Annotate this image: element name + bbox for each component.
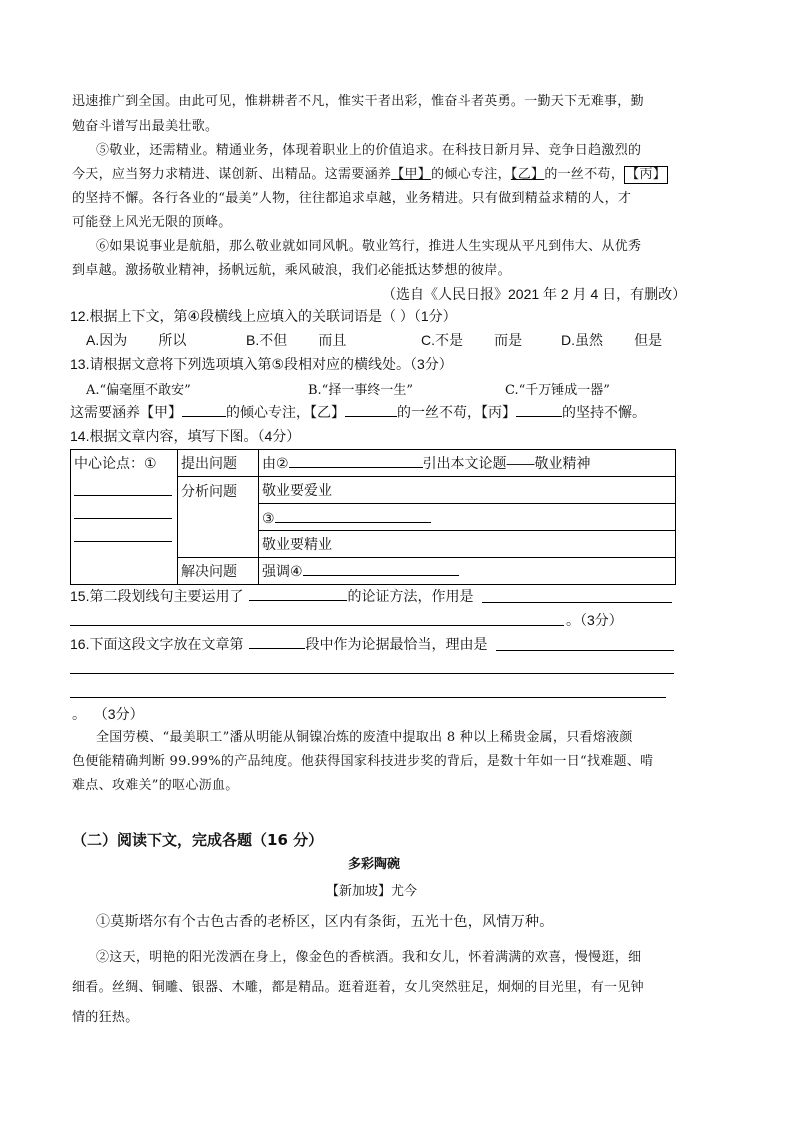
question-15-line — [70, 585, 473, 607]
evidence-line: 难点、攻难关”的呕心沥血。 — [72, 778, 239, 793]
question-13-stem: 13.请根据文意将下列选项填入第⑤段相对应的横线处。（3分） — [70, 356, 453, 372]
paragraph-5-line: ⑤敬业，还需精业。精通业务，体现着职业上的价值追求。在科技日新月异、竞争日趋激烈的 — [96, 143, 642, 158]
analyze-cell-2 — [259, 504, 676, 531]
answer-line[interactable] — [74, 473, 172, 496]
analyze-cell-1: 敬业要爱业 — [259, 477, 676, 504]
p5-text: 今天，应当努力求精进、谋创新、出精品。这需要涵养 — [72, 167, 392, 182]
solve-problem-label: 解决问题 — [178, 558, 259, 585]
answer-blank-jia[interactable] — [182, 402, 226, 417]
passage-line: 迅速推广到全国。由此可见，惟耕耕者不凡，惟实干者出彩，惟奋斗者英勇。一勤天下无难事，勤 — [72, 94, 644, 109]
answer-blank-2[interactable] — [289, 453, 423, 468]
q13-option-b: B.“择一事终一生” — [308, 383, 413, 398]
q12-option-d: D.虽然 但是 — [561, 332, 663, 348]
answer-blank-4[interactable] — [303, 561, 459, 576]
q16-score: 。 （3分） — [72, 706, 144, 722]
cell-text: 引出本文论题——敬业精神 — [422, 455, 591, 471]
article-paragraph-2-line: 细看。丝绸、铜雕、银器、木雕，都是精品。逛着逛着，女儿突然驻足，炯炯的目光里，有一见钟 — [72, 980, 644, 995]
q16-text: 16.下面这段文字放在文章第 — [70, 636, 244, 652]
q15-score: 。（3分） — [566, 612, 623, 628]
q13-fill-text: 的坚持不懈。 — [562, 404, 646, 420]
q15-text: 的论证方法，作用是 — [347, 588, 474, 604]
cell-text: 强调④ — [262, 563, 303, 579]
cell-text: ③ — [262, 509, 275, 526]
article-author: 【新加坡】尤今 — [326, 884, 418, 899]
question-12-stem: 12.根据上下文，第④段横线上应填入的关联词语是（ ）（1分） — [70, 308, 457, 324]
paragraph-6-line: 到卓越。激扬敬业精神，扬帆远航，乘风破浪，我们必能抵达梦想的彼岸。 — [72, 263, 511, 278]
paragraph-5-line: 的坚持不懈。各行各业的“最美”人物，往往都追求卓越，业务精进。只有做到精益求精的人，才 — [72, 191, 632, 206]
q13-fill-text: 这需要涵养【甲】 — [70, 404, 182, 420]
evidence-line: 全国劳模、“最美职工”潘从明能从铜镍冶炼的废渣中提取出 8 种以上稀贵金属，只看熔液颜 — [96, 730, 633, 745]
q15-text: 15.第二段划线句主要运用了 — [70, 588, 244, 604]
evidence-line: 色便能精确判断 99.99%的产品纯度。他获得国家科技进步奖的背后，是数十年如一日“找难题、啃 — [72, 754, 654, 769]
paragraph-5-line: 可能登上风光无限的顶峰。 — [72, 215, 232, 230]
raise-problem-label: 提出问题 — [178, 450, 259, 477]
cell-text: 由② — [262, 455, 289, 471]
answer-line[interactable] — [70, 625, 564, 626]
answer-line[interactable] — [74, 496, 172, 519]
analyze-cell-3: 敬业要精业 — [259, 531, 676, 558]
q13-fill-text: 的倾心专注，【乙】 — [226, 404, 345, 420]
answer-blank-bing[interactable] — [516, 402, 562, 417]
answer-line[interactable] — [74, 519, 172, 542]
article-title: 多彩陶碗 — [348, 857, 401, 872]
q12-option-c: C.不是 而是 — [421, 332, 523, 348]
analyze-problem-label: 分析问题 — [178, 477, 259, 558]
paragraph-5-line — [72, 163, 668, 187]
answer-line[interactable] — [496, 650, 674, 651]
section-2-header: （二）阅读下文，完成各题（16 分） — [72, 831, 324, 849]
question-14-stem: 14.根据文章内容，填写下图。（4分） — [70, 428, 301, 444]
article-paragraph-2-line: ②这天，明艳的阳光泼洒在身上，像金色的香槟酒。我和女儿，怀着满满的欢喜，慢慢逛，细 — [96, 950, 642, 965]
answer-blank-paragraph[interactable] — [249, 634, 305, 649]
paragraph-6-line: ⑥如果说事业是航船，那么敬业就如同风帆。敬业笃行，推进人生实现从平凡到伟大、从优秀 — [96, 239, 642, 254]
raise-problem-cell — [259, 450, 676, 477]
q13-option-c: C.“千万锤成一器” — [505, 383, 610, 398]
p5-text: 的一丝不苟， — [544, 167, 625, 182]
solve-problem-cell — [259, 558, 676, 585]
answer-blank-method[interactable] — [249, 586, 347, 601]
passage-line: 勉奋斗谱写出最美壮歌。 — [72, 119, 219, 134]
p5-text: 的倾心专注， — [431, 167, 511, 182]
passage-source: （选自《人民日报》2021 年 2 月 4 日，有删改） — [382, 286, 687, 302]
q12-option-b: B.不但 而且 — [246, 332, 347, 348]
center-argument-cell — [71, 450, 178, 585]
answer-line[interactable] — [70, 673, 674, 674]
q13-option-a: A.“偏毫厘不敢安” — [86, 383, 191, 398]
q12-option-a: A.因为 所以 — [86, 332, 187, 348]
blank-jia: 【甲】 — [391, 167, 432, 182]
answer-line[interactable] — [482, 602, 672, 603]
article-paragraph-2-line: 情的狂热。 — [72, 1010, 139, 1025]
question-16-line — [70, 633, 487, 655]
structure-table — [70, 449, 676, 585]
q16-text: 段中作为论据最恰当，理由是 — [305, 636, 488, 652]
answer-line[interactable] — [70, 697, 666, 698]
answer-blank-3[interactable] — [275, 508, 431, 523]
blank-yi: 【乙】 — [510, 167, 545, 182]
answer-blank-yi[interactable] — [345, 402, 397, 417]
blank-bing: 【丙】 — [626, 167, 667, 182]
center-argument-label: 中心论点：① — [74, 455, 157, 471]
q13-fill-line — [70, 401, 646, 423]
article-paragraph-1: ①莫斯塔尔有个古色古香的老桥区，区内有条街，五光十色，风情万种。 — [96, 914, 554, 930]
q13-fill-text: 的一丝不苟，【丙】 — [397, 404, 516, 420]
